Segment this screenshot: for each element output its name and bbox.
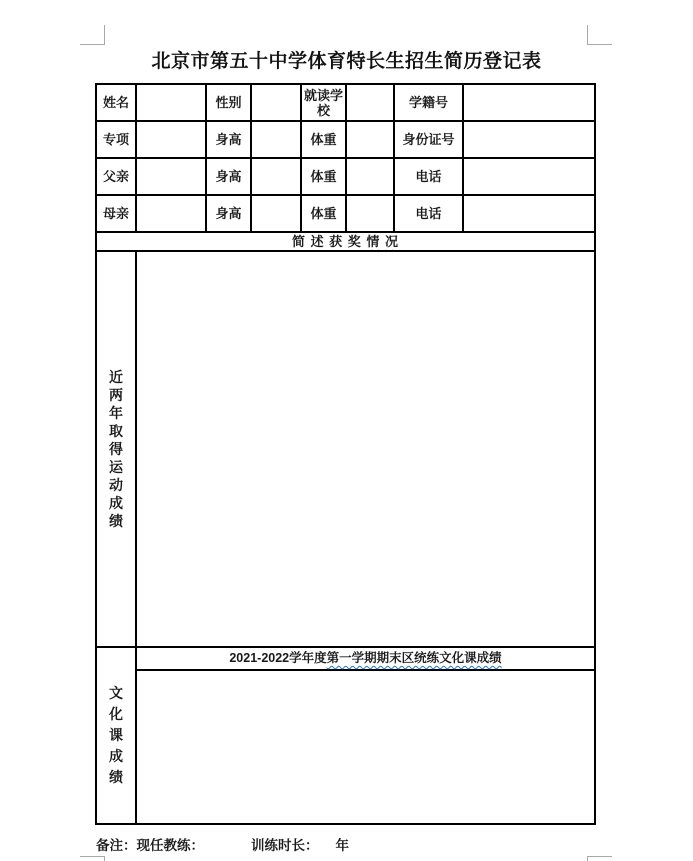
mother-height-value-cell[interactable] bbox=[251, 195, 301, 232]
awards-side-label: 近两年取得运动成绩 bbox=[109, 369, 123, 529]
specialty-value-cell[interactable] bbox=[136, 121, 206, 158]
mother-height-label: 身高 bbox=[206, 195, 251, 232]
name-value-cell[interactable] bbox=[136, 84, 206, 121]
weight-value-cell[interactable] bbox=[346, 121, 394, 158]
mother-phone-value-cell[interactable] bbox=[463, 195, 595, 232]
culture-scores-header bbox=[137, 648, 594, 671]
margin-mark-bottom-left bbox=[80, 856, 105, 861]
awards-section-header bbox=[96, 232, 595, 251]
table-row-mother bbox=[96, 195, 595, 232]
father-weight-value-cell[interactable] bbox=[346, 158, 394, 195]
weight-label: 体重 bbox=[301, 121, 346, 158]
awards-entry-box[interactable] bbox=[136, 251, 595, 647]
awards-header-text-spellchecked: 情 况 bbox=[366, 234, 400, 249]
gender-label: 性别 bbox=[206, 84, 251, 121]
footer-note bbox=[96, 834, 595, 854]
mother-value-cell[interactable] bbox=[136, 195, 206, 232]
id-number-label: 身份证号 bbox=[394, 121, 463, 158]
student-id-label: 学籍号 bbox=[394, 84, 463, 121]
page-title: 北京市第五十中学体育特长生招生简历登记表 bbox=[151, 51, 542, 72]
note-label: 备注： bbox=[96, 838, 137, 853]
coach-label: 现任教练： bbox=[136, 838, 204, 853]
height-value-cell[interactable] bbox=[251, 121, 301, 158]
father-label: 父亲 bbox=[96, 158, 136, 195]
height-label: 身高 bbox=[206, 121, 251, 158]
father-weight-label: 体重 bbox=[301, 158, 346, 195]
mother-label: 母亲 bbox=[96, 195, 136, 232]
mother-weight-label: 体重 bbox=[301, 195, 346, 232]
margin-mark-bottom-right bbox=[587, 856, 612, 861]
margin-mark-top-right bbox=[587, 25, 612, 45]
duration-label: 训练时长： bbox=[251, 838, 319, 853]
id-number-value-cell[interactable] bbox=[463, 121, 595, 158]
father-value-cell[interactable] bbox=[136, 158, 206, 195]
table-row-awards-header bbox=[96, 232, 595, 251]
table-row-specialty bbox=[96, 121, 595, 158]
gender-value-cell[interactable] bbox=[251, 84, 301, 121]
mother-weight-value-cell[interactable] bbox=[346, 195, 394, 232]
culture-header-text-grammarchecked: 第一学期期末区统练文化课成绩 bbox=[326, 651, 502, 665]
awards-header-text: 简 述 获 奖 bbox=[291, 234, 367, 249]
margin-mark-top-left bbox=[80, 25, 105, 45]
registration-table bbox=[95, 83, 596, 825]
table-row-culture bbox=[96, 647, 595, 824]
culture-header-text: 2021-2022学年度 bbox=[229, 651, 327, 665]
specialty-label: 专项 bbox=[96, 121, 136, 158]
culture-side-label: 文化课成绩 bbox=[109, 685, 123, 785]
student-id-value-cell[interactable] bbox=[463, 84, 595, 121]
name-label: 姓名 bbox=[96, 84, 136, 121]
father-phone-value-cell[interactable] bbox=[463, 158, 595, 195]
culture-scores-box[interactable] bbox=[137, 671, 594, 823]
culture-side-label-cell bbox=[96, 647, 136, 824]
father-height-label: 身高 bbox=[206, 158, 251, 195]
table-row-name bbox=[96, 84, 595, 121]
culture-area bbox=[136, 647, 595, 824]
table-row-awards bbox=[96, 251, 595, 647]
mother-phone-label: 电话 bbox=[394, 195, 463, 232]
father-phone-label: 电话 bbox=[394, 158, 463, 195]
awards-side-label-cell bbox=[96, 251, 136, 647]
year-label: 年 bbox=[335, 838, 349, 853]
school-value-cell[interactable] bbox=[346, 84, 394, 121]
father-height-value-cell[interactable] bbox=[251, 158, 301, 195]
school-label: 就读学校 bbox=[301, 84, 346, 121]
table-row-father bbox=[96, 158, 595, 195]
